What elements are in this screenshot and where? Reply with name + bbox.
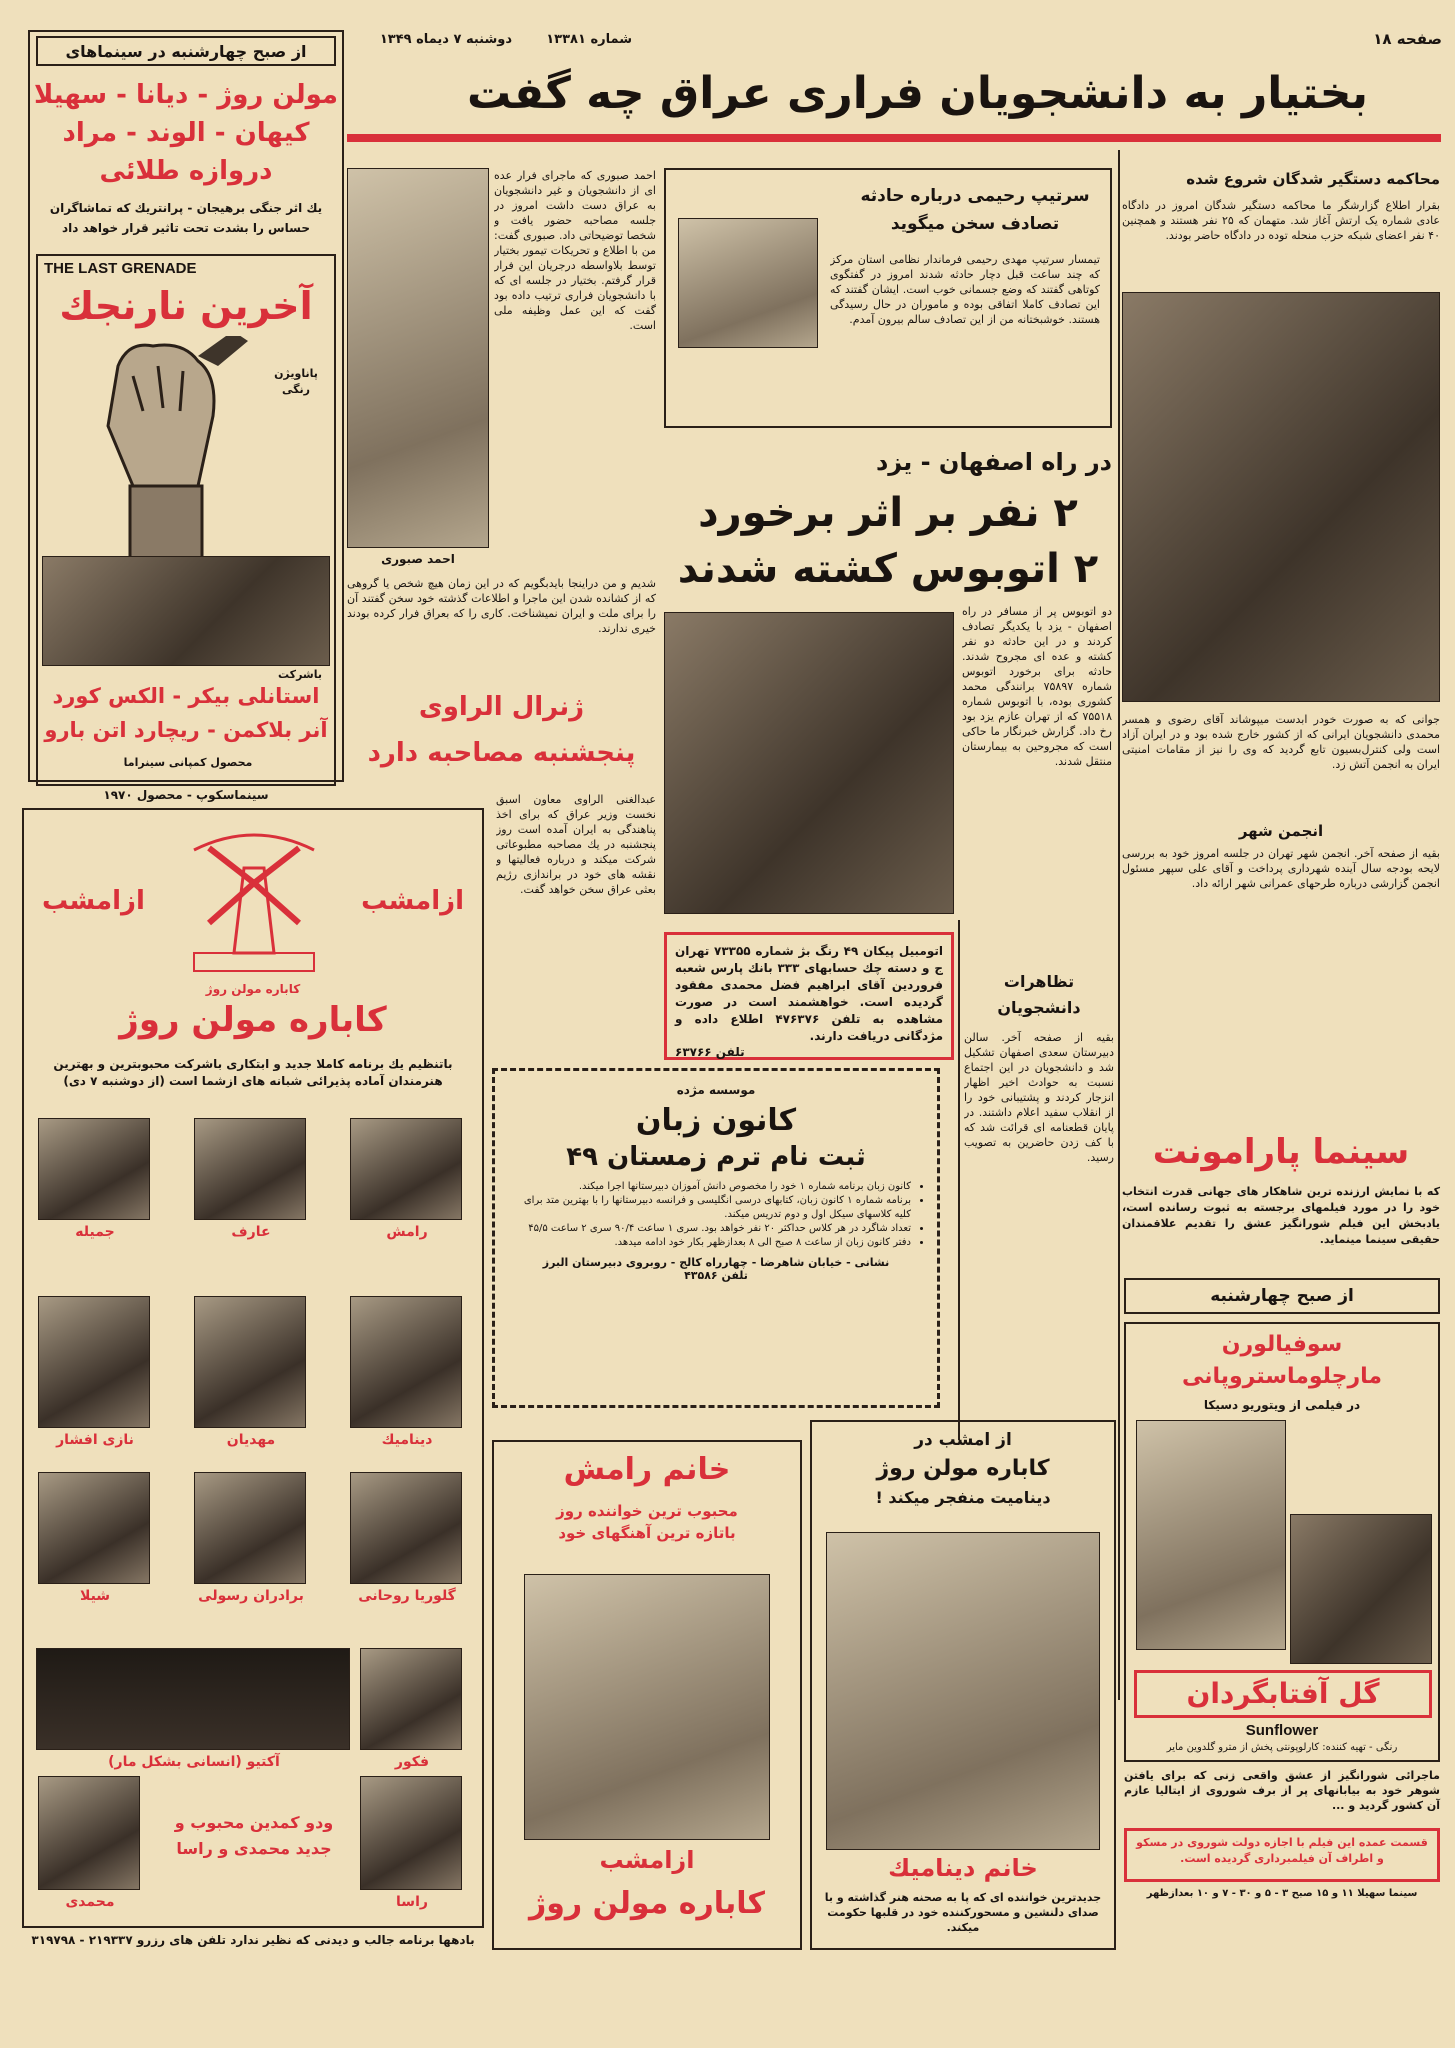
cabaret-ad — [22, 808, 484, 1928]
column-divider-right — [1118, 150, 1120, 1700]
artist-fakur: فکور — [362, 1648, 462, 1770]
headline-red-rule — [347, 134, 1441, 142]
dinamik-tagline: دینامیت منفجر میکند ! — [875, 1488, 1051, 1507]
issue-date: دوشنبه ۷ دیماه ۱۳۴۹ — [379, 32, 512, 47]
artist-mahdian: مهدیان — [196, 1296, 306, 1448]
poster-frame — [36, 254, 336, 786]
artist-aref: عارف — [196, 1118, 306, 1240]
ramesh-ad — [492, 1440, 802, 1950]
sunflower-photo-left — [1136, 1420, 1286, 1650]
cinema-footer: سینماسکوپ - محصول ۱۹۷۰ — [103, 788, 269, 802]
dinamik-ad — [810, 1420, 1116, 1950]
cabaret-comedians: ودو کمدین محبوب و جدید محمدی و راسا — [174, 1813, 334, 1858]
notice-phone: تلفن ۶۳۷۶۶ — [675, 1045, 745, 1059]
ramesh-name: خانم رامش — [563, 1452, 731, 1487]
film-title-en: THE LAST GRENADE — [44, 260, 197, 277]
accident-headline-2: ۲ اتوبوس کشته شدند — [677, 546, 1099, 592]
cabaret-intro: باتنظیم یك برنامه کاملا جدید و ابتکاری باشرکت محبوبترین و بهترین هنرمندان آماده پذیرائی شبانه های ازشما است (از دوشنبه ۷ دی) — [53, 1057, 453, 1088]
saburi-caption: احمد صبوری — [381, 552, 455, 566]
sunflower-star-2: مارچلوماستروپانی — [1181, 1364, 1383, 1389]
sunflower-blurb: ماجرائی شورانگیز از عشق واقعی زنی که برای یافتن شوهر خود به بیابانهای پر از برف شوروی از ایتالیا عازم آن کشور گردید و ... — [1124, 1769, 1440, 1812]
notice-text: اتومبیل پیکان ۴۹ رنگ بژ شماره ۷۳۳۵۵ تهران ج و دسته چك حسابهای ۳۳۳ بانك پارس شعبه فروردین آقای ابراهیم فضل محمدی مفقود گردیده است. خواهشمند است در صورت مشاهده به تلفن ۴۷۶۳۷۶ اطلاع داده و مژدگانی دریافت دارند. — [675, 944, 944, 1043]
kanoon-title: کانون زبان — [635, 1103, 797, 1138]
artist-rasa: راسا — [362, 1776, 462, 1910]
ramesh-photo — [524, 1574, 770, 1840]
trial-photo-caption: جوانی که به صورت خودر ابدست میپوشاند آقای رضوی و همسر محمدی دانشجویان ایرانی که از کشور خارج شده بود و در ایران آزاد است ولی کنترل‌بسیون تابع گردید که وی را نیز از مقامات امنیتی ایران به انجمن آتش زد. — [1122, 713, 1440, 771]
rahimi-photo — [678, 218, 818, 348]
kanoon-org: موسسه مژده — [676, 1083, 756, 1097]
rahimi-box — [664, 168, 1112, 428]
dinamik-photo — [826, 1532, 1100, 1850]
distributor: محصول کمپانی سینراما — [123, 756, 253, 769]
sunflower-photo-right — [1290, 1514, 1432, 1664]
rahimi-title-2: تصادف سخن میگوید — [890, 214, 1060, 234]
artist-mohammadi: محمدی — [40, 1776, 140, 1910]
overturned-bus-photo — [664, 612, 954, 914]
raised-fist-illustration — [48, 336, 258, 566]
windmill-logo — [174, 828, 334, 978]
sunflower-title-fa: گل آفتابگردان — [1134, 1670, 1432, 1718]
kanoon-phone: تلفن ۴۳۵۸۶ — [684, 1269, 748, 1282]
paramount-text: که با نمایش ارزنده ترین شاهکار های جهانی قدرت انتخاب خود را در مورد فیلمهای برجسته به ثبوت رسانده است، یادبخش این فیلم شورانگیز عشق را تقدیم علاقمندان حقیقی سینما مینماید. — [1122, 1185, 1440, 1246]
cinema-list-2: کیهان - الوند - مراد — [62, 118, 310, 148]
cabaret-logo-text: کاباره مولن روژ — [205, 982, 301, 996]
cast-label: باشرکت — [278, 668, 322, 681]
trial-title: محاکمه دستگیر شدگان شروع شده — [1186, 170, 1440, 188]
cabaret-name: کاباره مولن روژ — [119, 1000, 387, 1040]
dinamik-kicker: از امشب در — [914, 1430, 1012, 1450]
artist-octave: آکتیو (انسانی بشکل مار) — [38, 1648, 350, 1770]
sunflower-showtimes: سینما سهیلا ۱۱ و ۱۵ صبح ۳ - ۵ و ۳۰ - ۷ و ۱۰ بعدازظهر — [1146, 1888, 1418, 1899]
ramesh-sub-1: محبوب ترین خواننده روز — [556, 1502, 738, 1520]
cinema-banner: از صبح چهارشنبه در سینماهای — [36, 36, 336, 66]
color-note: پاناویژن رنگی — [274, 367, 318, 396]
paramount-title: سینما پارامونت — [1152, 1132, 1410, 1172]
trial-text: بقرار اطلاع گزارشگر ما محاکمه دستگیر شدگان امروز در دادگاه عادی شماره یک ارتش آغاز شد. متهمان که ۲۵ نفر هستند و همچنین ۴۰ نفر اعضای شبکه حزب منحله توده در دادگاه حاضر بودند. — [1122, 199, 1440, 242]
anjoman-text: بقیه از صفحه آخر. انجمن شهر تهران در جلسه امروز خود به بررسی لایحه بودجه سال آینده شهرداری پرداخت و آقای علی سپهر مسئول انجمن گزارشی درباره طرحهای عمرانی شهر ارائه داد. — [1122, 847, 1440, 890]
cabaret-footer: بادهها برنامه جالب و دیدنی که نظیر ندارد تلفن های رزرو ۲۱۹۳۳۷ - ۳۱۹۷۹۸ — [31, 1933, 475, 1947]
sunflower-note: قسمت عمده این فیلم با اجازه دولت شوروی در مسکو و اطراف آن فیلمبرداری گردیده است. — [1124, 1828, 1440, 1882]
ramesh-sub-2: باتازه ترین آهنگهای خود — [558, 1524, 736, 1542]
last-grenade-ad — [28, 30, 344, 782]
dinamik-text: جدیدترین خواننده ای که پا به صحنه هنر گذاشته و با صدای دلنشین و مسحورکننده خود در قلبها حکومت میکند. — [824, 1891, 1102, 1934]
artist-rasouli-brothers: برادران رسولی — [196, 1472, 306, 1604]
dinamik-name: خانم دینامیك — [888, 1854, 1038, 1882]
anjoman-title: انجمن شهر — [1238, 822, 1324, 840]
trial-courtroom-photo — [1122, 292, 1440, 702]
accident-text: دو اتوبوس پر از مسافر در راه اصفهان - یزد با یکدیگر تصادف کردند و در این حادثه دو نفر کشته و عده ای مجروح شدند. حادثه برای برخورد اتوبوس شماره ۷۵۸۹۷ برانندگی محمد کشوری بوده، با اتوبوس شماره ۷۵۵۱۸ که از تهران عازم یزد بود رخ داد. گزارش خبرنگار ما حاکی است که مجروحین به بیمارستان منتقل شدند. — [962, 605, 1112, 768]
divider-students — [958, 920, 960, 1440]
kanoon-item: • تعداد شاگرد در هر کلاس حداکثر ۲۰ نفر خواهد بود. سری ۱ ساعت ۹۰/۴ سری ۲ ساعت ۴۵/۵ — [507, 1222, 911, 1236]
main-headline: بختیار به دانشجویان فراری عراق چه گفت — [467, 68, 1368, 119]
issue-number: شماره ۱۳۳۸۱ — [546, 32, 632, 47]
artist-sheila: شیلا — [40, 1472, 150, 1604]
students-text: بقیه از صفحه آخر. سالن دبیرستان سعدی اصفهان تشکیل شد و دانشجویان در این اجتماع نسبت به حوادث اخیر اظهار انزجار کردند و پشتیبانی خود را از انقلاب سفید اعلام داشتند. در پایان قطعنامه ای قرائت شد که با کف زدن حاضرین به تصویب رسید. — [964, 1031, 1114, 1164]
film-title-fa: آخرین نارنجك — [59, 284, 313, 328]
sunflower-title-en: Sunflower — [1245, 1722, 1319, 1739]
cast-line-1: استانلی بیکر - الکس کورد — [52, 684, 320, 708]
rahimi-title-1: سرتیپ رحیمی درباره حادثه — [860, 186, 1090, 206]
page-label: صفحه ۱۸ — [1373, 30, 1442, 48]
cinema-list-1: مولن روژ - دیانا - سهیلا — [34, 80, 338, 110]
cabaret-tag-left: ازامشب — [42, 886, 145, 916]
artist-ramesh: رامش — [352, 1118, 462, 1240]
artist-dinamik: دینامیك — [352, 1296, 462, 1448]
ramesh-venue: کاباره مولن روژ — [529, 1886, 765, 1921]
kanoon-item: • دفتر کانون زبان از ساعت ۸ صبح الی ۸ بعدازظهر بکار خود ادامه میدهد. — [507, 1236, 911, 1250]
battle-scene-image — [42, 556, 330, 666]
students-title-2: دانشجویان — [997, 998, 1081, 1017]
kanoon-item: • برنامه شماره ۱ کانون زبان، کتابهای درسی انگلیسی و فرانسه دبیرستانها را با بهترین متد برای کلیه کلاسهای سیکل اول و دوم تدریس میکند. — [507, 1194, 911, 1222]
alravi-text: عبدالغنی الراوی معاون اسبق نخست وزیر عراق که برای اخذ پناهندگی به ایران آمده است روز پنجشنبه در یك مصاحبه مطبوعاتی شرکت میکند و درباره فعالیتها و نقشه های خود در براندازی رژیم بعثی عراق سخن خواهد گفت. — [496, 793, 656, 896]
artist-nazi-afshar: نازی افشار — [40, 1296, 150, 1448]
sunflower-star-1: سوفیالورن — [1221, 1332, 1343, 1357]
film-blurb: یك اثر جنگی برهیجان - پرانتریك كه تماشاگران حساس را بشدت تحت تاثیر قرار خواهد داد — [49, 201, 323, 235]
sunflower-credits: رنگی - تهیه کننده: کارلوپونتی پخش از مترو گلدوین مایر — [1166, 1742, 1398, 1753]
sunflower-poster — [1124, 1322, 1440, 1762]
accident-kicker: در راه اصفهان - یزد — [875, 448, 1112, 476]
ramesh-tonight: ازامشب — [599, 1846, 695, 1874]
artist-gloria-rouhani: گلوریا روحانی — [352, 1472, 462, 1604]
accident-headline-1: ۲ نفر بر اثر برخورد — [698, 490, 1078, 536]
sunflower-banner: از صبح چهارشنبه — [1124, 1278, 1440, 1314]
lost-car-notice — [664, 932, 954, 1060]
cast-line-2: آنر بلاکمن - ریچارد اتن بارو — [44, 718, 328, 742]
artist-jamileh: جمیله — [40, 1118, 150, 1240]
kanoon-address: نشانی - خیابان شاهرضا - چهارراه کالج - روبروی دبیرستان البرز — [542, 1256, 890, 1269]
saburi-photo — [347, 168, 489, 548]
cabaret-tag-right: ازامشب — [361, 886, 464, 916]
alravi-headline-1: ژنرال الراوی — [418, 692, 585, 722]
bakhtiar-col1: احمد صبوری که ماجرای فرار عده ای از دانشجویان و غیر دانشجویان به عراق دست داشت امروز در جلسه مصاحبه حضور یافت و شخصا توضیحاتی داد. صبوری گفت: من با اطلاع و تحریکات تیمور بختیار توسط بلاواسطه درجریان این فرار قرار گرفتم. بختیار در جلسه ای که با دانشجویان فراری ترتیب داده بود گفت که این عمل وظیفه ملی است. — [494, 169, 656, 332]
kanoon-list — [507, 1180, 925, 1250]
kanoon-subtitle: ثبت نام ترم زمستان ۴۹ — [566, 1142, 866, 1172]
kanoon-zaban-ad — [492, 1068, 940, 1408]
bakhtiar-col2: شدیم و من دراینجا بایدبگویم که در این زمان هیچ شخص یا گروهی که از کشانده شدن این ماجرا و اطلاعات گذشته خود سخن گفتند آن را برای ملت و ایران نمیشناخت. کاری را که بعراق فرار کرده بودند خیری ندارند. — [347, 577, 656, 635]
rahimi-text: تیمسار سرتیپ مهدی رحیمی فرماندار نظامی استان مرکز که چند ساعت قبل دچار حادثه شدند امروز در گفتگوی کوتاهی گفتند که وضع جسمانی خوب است. ایشان گفتند که این تصادف کاملا اتفاقی بوده و ماموران در حال رسیدگی هستند. خوشبختانه من از این تصادف سالم بیرون آمدم. — [830, 253, 1100, 326]
cinema-list-3: دروازه طلائی — [99, 156, 273, 186]
sunflower-director: در فیلمی از ویتوریو دسیکا — [1203, 1398, 1361, 1412]
alravi-headline-2: پنجشنبه مصاحبه دارد — [367, 738, 636, 768]
kanoon-item: • کانون زبان برنامه شماره ۱ خود را مخصوص دانش آموزان دبیرستانها اجرا میکند. — [507, 1180, 911, 1194]
dinamik-venue: کاباره مولن روژ — [876, 1456, 1050, 1481]
students-title-1: تظاهرات — [1003, 972, 1075, 991]
